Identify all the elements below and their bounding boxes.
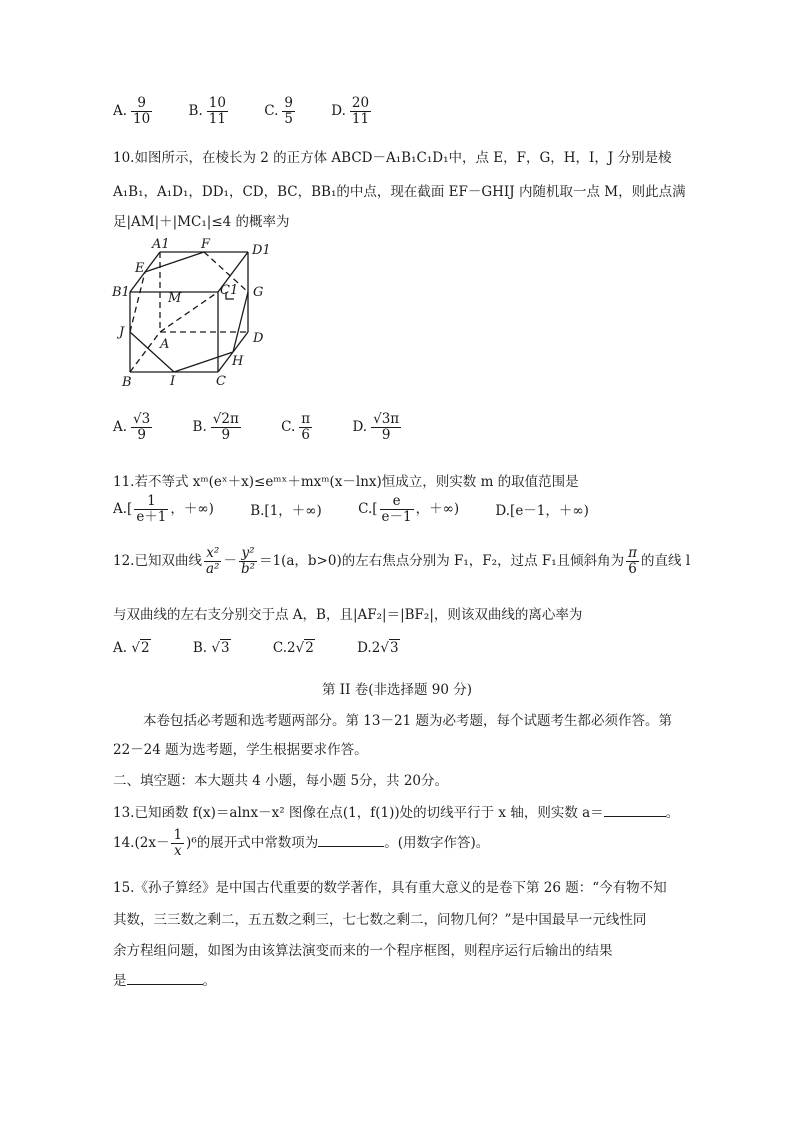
q10-option-c: C. $\frac{\pi}{6}$: [281, 411, 311, 443]
q10-options: [113, 412, 433, 443]
q11-option-c: C.[ $\frac{e}{e-1}$ ，＋∞): [358, 493, 460, 525]
q12-option-a: A. √2: [113, 639, 150, 656]
cube-figure: [108, 232, 278, 392]
q10-option-a: A. $\frac{√3}{9}$: [113, 411, 151, 443]
answer-blank[interactable]: [127, 972, 203, 985]
label-a1: A1: [152, 237, 170, 252]
label-g: G: [253, 285, 264, 300]
q12-option-c: C.2√2: [272, 639, 314, 656]
q11-options: [113, 494, 619, 525]
q9-option-a: A. $\frac{9}{10}$: [113, 95, 151, 127]
q10-option-d: D. $\frac{√3\pi}{9}$: [352, 411, 400, 443]
q12-options: [113, 639, 430, 656]
fraction: $\frac{√2\pi}{9}$: [212, 411, 239, 443]
label-i: I: [170, 374, 176, 389]
q14: 14.(2x－ $\frac{1}{x}$ )⁶的展开式中常数项为 。(用数字作答)。: [113, 827, 490, 859]
fraction: $\frac{√3}{9}$: [133, 411, 151, 443]
label-e: E: [135, 261, 145, 276]
fraction: $\frac{\pi}{6}$: [628, 545, 638, 577]
label-a: A: [160, 337, 170, 352]
fraction: $\frac{9}{5}$: [284, 95, 293, 127]
answer-blank[interactable]: [318, 834, 384, 847]
q11-option-a: A.[ $\frac{1}{e+1}$ ，＋∞): [113, 493, 214, 525]
q15-line4: 是 。: [113, 973, 216, 989]
q13: 13.已知函数 f(x)＝alnx－x² 图像在点(1，f(1))处的切线平行于 x 轴，则实数 a＝ 。: [113, 805, 680, 821]
q12-line2: 与双曲线的左右支分别交于点 A，B，且|AF₂|＝|BF₂|，则该双曲线的离心率为: [113, 607, 583, 623]
part2-intro-line2: 22－24 题为选考题，学生根据要求作答。: [113, 742, 368, 758]
q15-line2: 其数，三三数之剩二，五五数之剩三，七七数之剩二，问物几何？”是中国最早一元线性同: [113, 912, 647, 928]
fraction: $\frac{9}{10}$: [133, 95, 151, 127]
q10-line2: A₁B₁，A₁D₁，DD₁，CD，BC，BB₁的中点，现在截面 EF－GHIJ 内随机取一点 M，则此点满: [113, 184, 686, 200]
fraction: $\frac{10}{11}$: [208, 95, 226, 127]
part2-intro-line1: 本卷包括必考题和选考题两部分。第 13－21 题为必考题，每个试题考生都必须作答。第: [143, 713, 672, 729]
q11-option-d: D.[e－1，＋∞): [495, 503, 589, 520]
q9-options: [113, 96, 403, 127]
q15-line3: 余方程组问题，如图为由该算法演变而来的一个程序框图，则程序运行后输出的结果: [113, 943, 613, 959]
fraction: $\frac{1}{e+1}$: [136, 493, 167, 525]
fraction: $\frac{\text{y²}}{\text{b²}}$: [240, 545, 256, 577]
edge-e-f: [145, 252, 204, 272]
fraction: $\frac{\pi}{6}$: [301, 411, 311, 443]
q10-line1: 10.如图所示，在棱长为 2 的正方体 ABCD－A₁B₁C₁D₁中，点 E，F，G，H，I，J 分别是棱: [113, 150, 672, 166]
q9-option-b: B. $\frac{10}{11}$: [188, 95, 226, 127]
q12-line1: 12.已知双曲线 $\frac{\text{x²}}{\text{a²}}$ － $\frac{\text{y²}}{\text{b²}}$ ＝1(a，b>0)的左右焦点分别为 F₁，F₂，过点 F₁且倾斜角为 $\frac{\pi}{6}$ 的直线 l: [113, 545, 691, 577]
fraction: $\frac{1}{x}$: [173, 827, 183, 859]
edge-h-i: [174, 352, 233, 372]
q10-line3: 足|AM|＋|MC₁|≤4 的概率为: [113, 214, 290, 230]
label-c: C: [216, 374, 226, 389]
q10-option-b: B. $\frac{√2\pi}{9}$: [192, 411, 239, 443]
fraction: $\frac{√3\pi}{9}$: [373, 411, 400, 443]
label-h: H: [232, 354, 244, 369]
answer-blank[interactable]: [604, 804, 666, 817]
label-b1: B1: [112, 285, 130, 300]
label-f: F: [201, 237, 211, 252]
fraction: $\frac{20}{11}$: [351, 95, 370, 127]
label-c1: C1: [220, 283, 239, 298]
q9-option-c: C. $\frac{9}{5}$: [264, 95, 293, 127]
q9-option-d: D. $\frac{20}{11}$: [331, 95, 370, 127]
edge-b-a: [130, 332, 160, 372]
label-j: J: [119, 325, 125, 340]
part2-title: 第 II 卷(非选择题 90 分): [321, 682, 473, 698]
q15-line1: 15.《孙子算经》是中国古代重要的数学著作，具有重大意义的是卷下第 26 题：“今有物不知: [113, 880, 667, 896]
q11-option-b: B.[1，＋∞): [250, 503, 322, 520]
label-d: D: [253, 331, 264, 346]
q12-option-b: B. √3: [192, 639, 230, 656]
fraction: $\frac{e}{e-1}$: [381, 493, 412, 525]
label-d1: D1: [252, 243, 271, 258]
q12-option-d: D.2√3: [357, 639, 399, 656]
fraction: $\frac{\text{x²}}{\text{a²}}$: [205, 545, 220, 577]
label-m: M: [168, 291, 182, 306]
section2-heading: 二、填空题：本大题共 4 小题，每小题 5分，共 20分。: [113, 773, 449, 789]
q11-stem: 11.若不等式 xᵐ(eˣ＋x)≤eᵐˣ＋mxᵐ(x－lnx)恒成立，则实数 m 的取值范围是: [113, 474, 579, 490]
label-b: B: [122, 375, 132, 390]
